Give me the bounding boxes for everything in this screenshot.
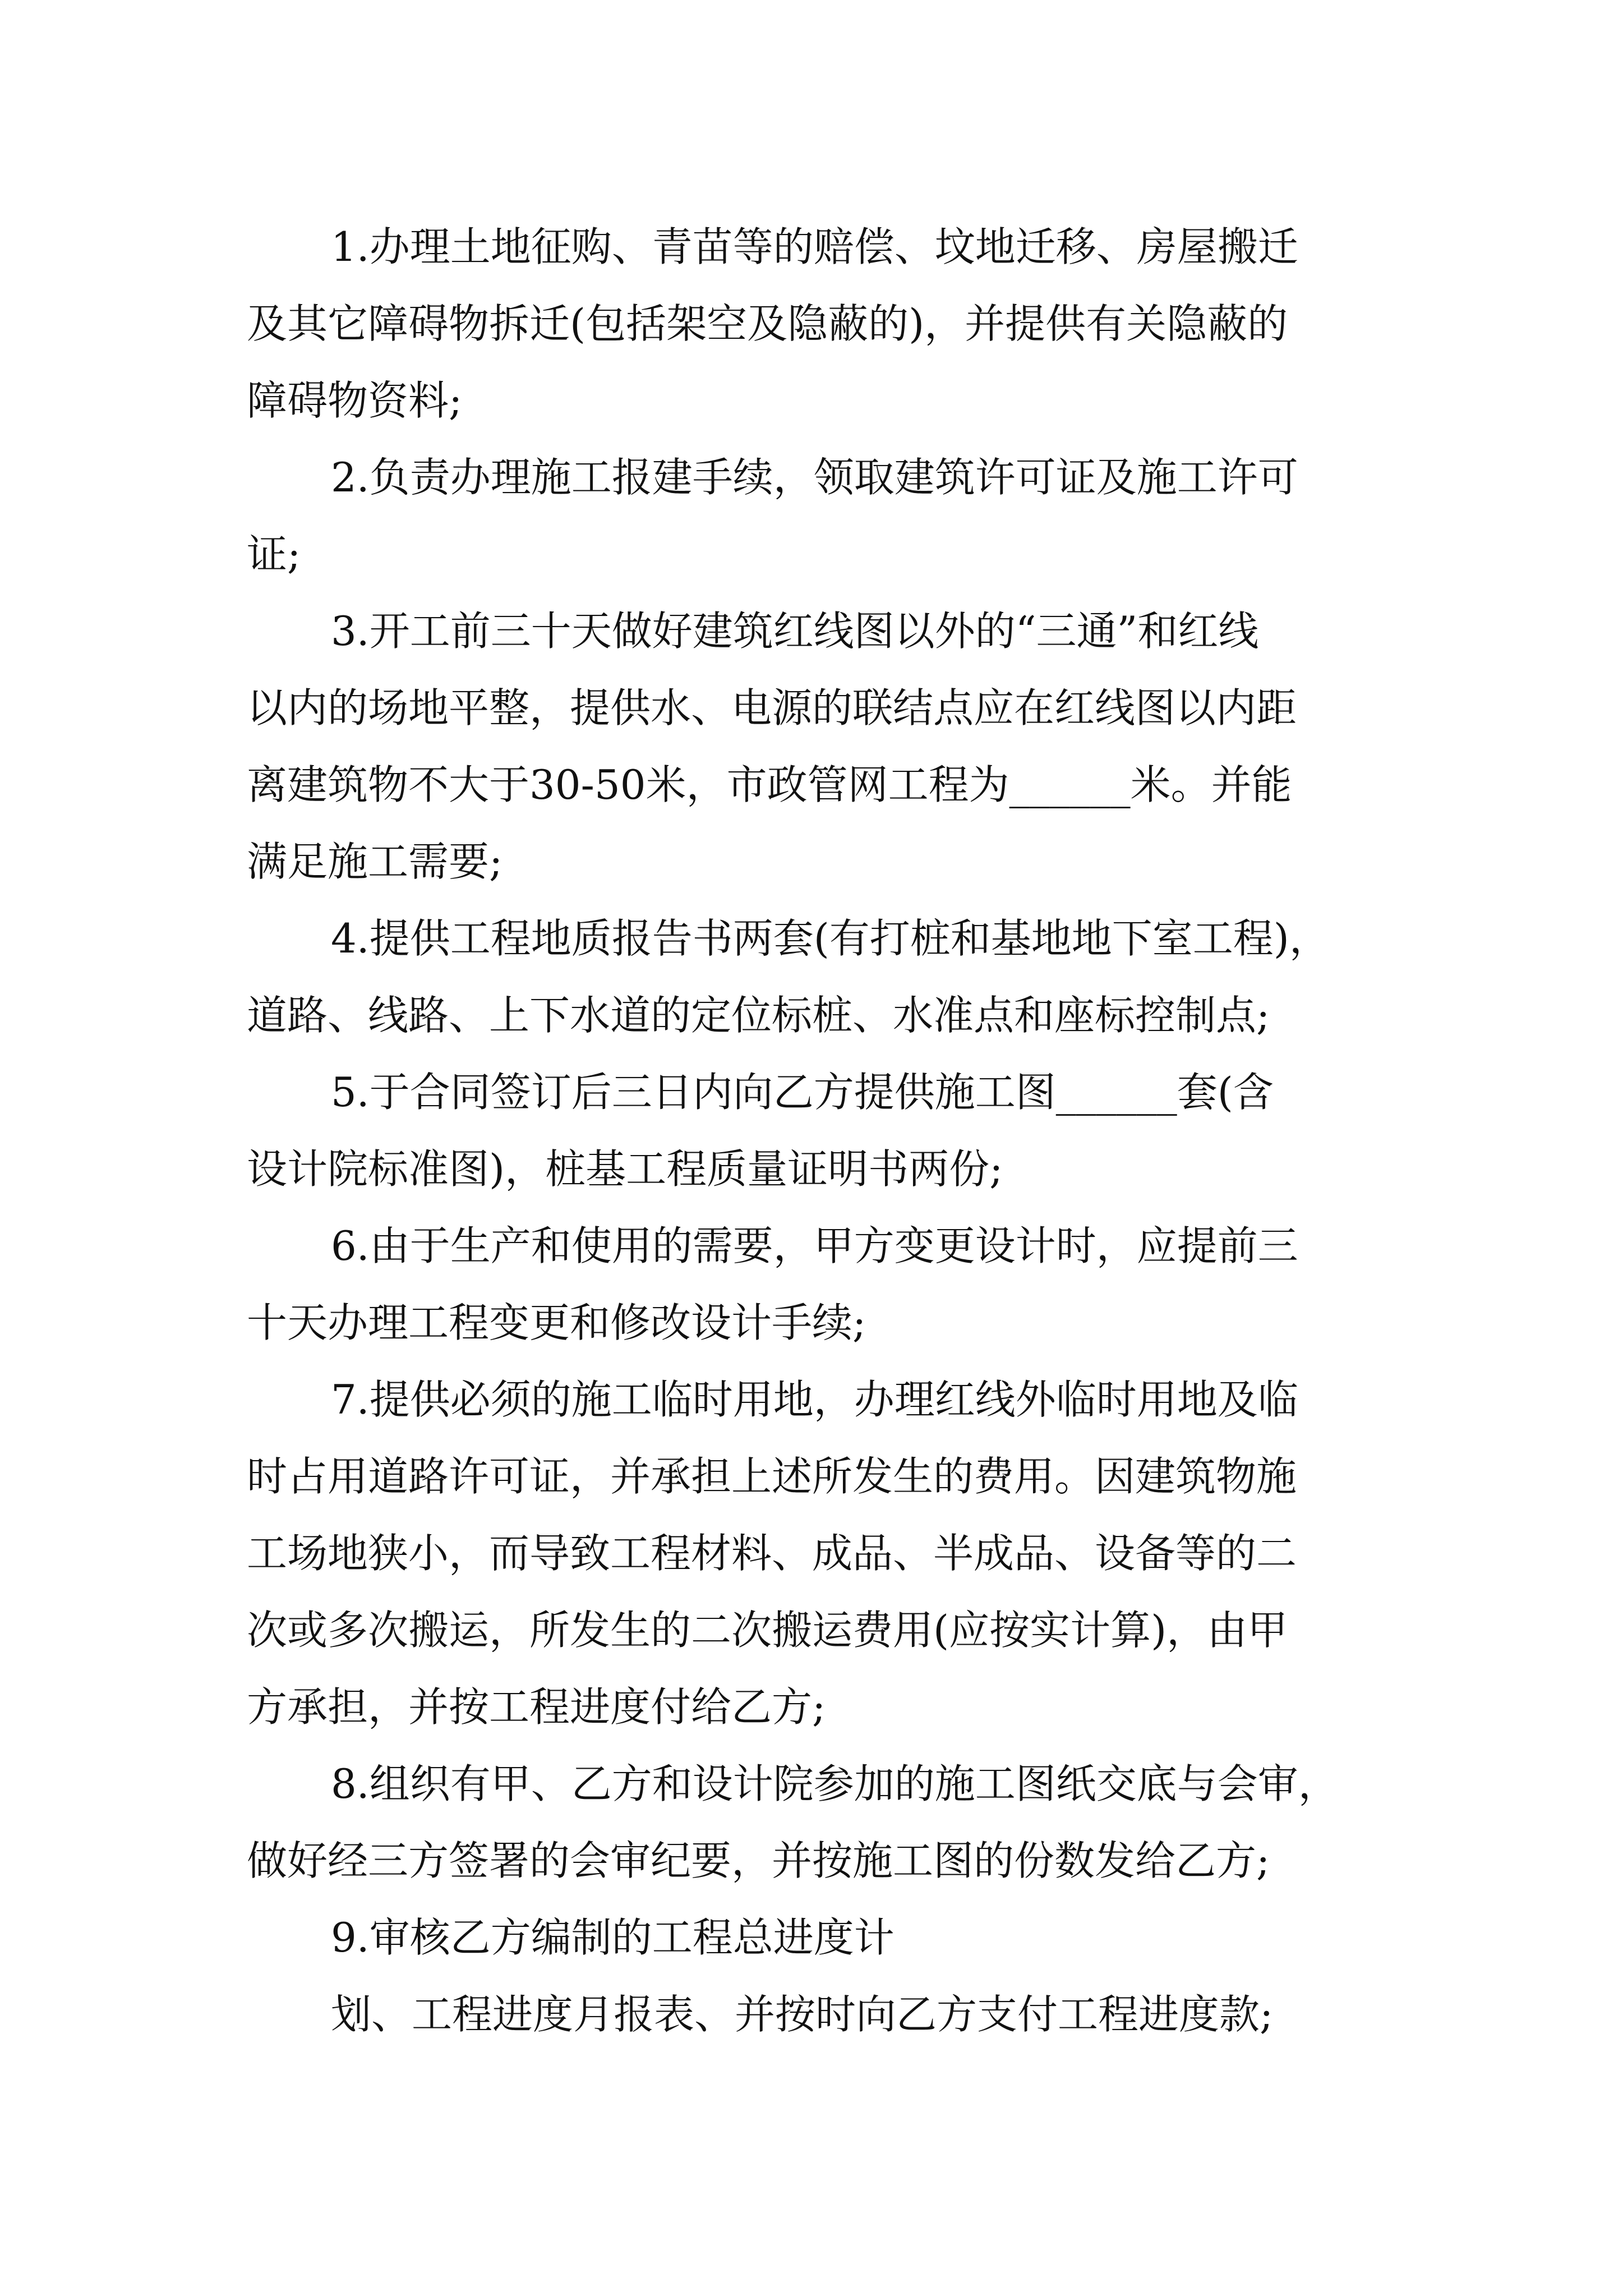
text-line: 9.审核乙方编制的工程总进度计 [331, 1914, 895, 1961]
text-line: 满足施工需要; [247, 838, 503, 885]
text-line: 工场地狭小，而导致工程材料、成品、半成品、设备等的二 [247, 1530, 1297, 1577]
text-line: 3.开工前三十天做好建筑红线图以外的“三通”和红线 [331, 608, 1259, 655]
text-line: 划、工程进度月报表、并按时向乙方支付工程进度款; [331, 1991, 1274, 2038]
text-line: 道路、线路、上下水道的定位标桩、水准点和座标控制点; [247, 992, 1270, 1039]
text-line: 7.提供必须的施工临时用地，办理红线外临时用地及临 [331, 1376, 1298, 1423]
text-line: 2.负责办理施工报建手续，领取建筑许可证及施工许可 [331, 454, 1298, 501]
text-line: 做好经三方签署的会审纪要，并按施工图的份数发给乙方; [247, 1837, 1270, 1884]
text-line: 证; [247, 531, 301, 578]
text-line: 次或多次搬运，所发生的二次搬运费用(应按实计算)，由甲 [247, 1607, 1288, 1654]
text-line: 1.办理土地征购、青苗等的赔偿、坟地迁移、房屋搬迁 [331, 223, 1298, 270]
text-line: 十天办理工程变更和修改设计手续; [247, 1299, 866, 1346]
text-line: 及其它障碍物拆迁(包括架空及隐蔽的)，并提供有关隐蔽的 [247, 300, 1288, 347]
text-line: 障碍物资料; [247, 377, 463, 424]
text-line: 方承担，并按工程进度付给乙方; [247, 1683, 826, 1731]
text-line: 5.于合同签订后三日内向乙方提供施工图______套(含 [331, 1069, 1274, 1116]
text-line: 以内的场地平整，提供水、电源的联结点应在红线图以内距 [247, 684, 1297, 731]
text-line: 4.提供工程地质报告书两套(有打桩和基地地下室工程)， [331, 915, 1330, 962]
text-line: 8.组织有甲、乙方和设计院参加的施工图纸交底与会审， [331, 1760, 1339, 1807]
text-line: 时占用道路许可证，并承担上述所发生的费用。因建筑物施 [247, 1453, 1297, 1500]
text-line: 6.由于生产和使用的需要，甲方变更设计时，应提前三 [331, 1222, 1298, 1269]
document-body [247, 209, 1436, 2053]
text-line: 离建筑物不大于30-50米，市政管网工程为______米。并能 [247, 761, 1292, 808]
text-line: 设计院标准图)，桩基工程质量证明书两份; [247, 1145, 1003, 1193]
